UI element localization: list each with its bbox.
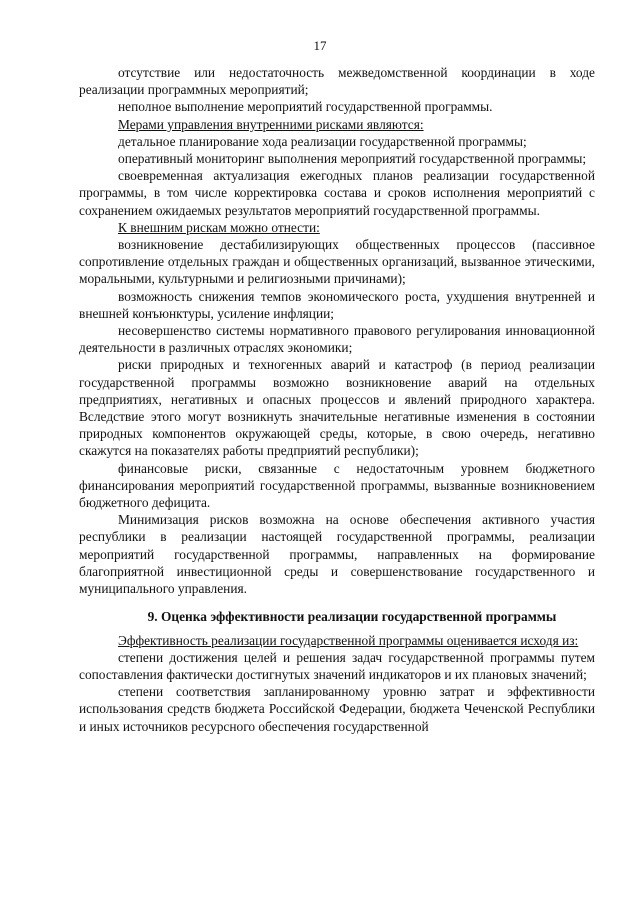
paragraph-external-risks-label: К внешним рискам можно отнести: <box>118 219 320 235</box>
paragraph-efficiency-intro: Эффективность реализации государственной программы оценивается исходя из: <box>118 632 579 648</box>
paragraph: отсутствие или недостаточность межведомственной координации в ходе реализации программных мероприятий; <box>79 65 595 98</box>
page-number: 17 <box>313 38 327 53</box>
paragraph: несовершенство системы нормативного правового регулирования инновационной деятельности в различных отраслях экономики; <box>79 323 595 356</box>
paragraph: финансовые риски, связанные с недостаточным уровнем бюджетного финансирования мероприятий государственной программы, вызванные возникновением бюджетного дефицита. <box>79 460 595 511</box>
paragraph: степени соответствия запланированному уровню затрат и эффективности использования средств бюджета Российской Федерации, бюджета Чеченской Республики и иных источников ресурсного обеспечения государственной <box>79 684 595 734</box>
paragraph: Минимизация рисков возможна на основе обеспечения активного участия республики в реализации настоящей государственной программы, реализации мероприятий государственной программы, направленных на формирование благоприятной инвестиционной среды и совершенствование государственного и муниципального управления. <box>79 512 595 597</box>
paragraph: своевременная актуализация ежегодных планов реализации государственной программы, в том числе корректировка состава и сроков исполнения мероприятий с сохранением ожидаемых результатов мероприятий государственной программы. <box>79 168 595 218</box>
paragraph: риски природных и техногенных аварий и катастроф (в период реализации государственной программы возможно возникновение аварий на отдельных предприятиях, негативных и опасных процессов и явлений природного характера. Вследствие этого могут возникнуть значительные негативные изменения в состоянии природных компонентов окружающей среды, которые, в свою очередь, негативно скажутся на показателях работы предприятий республики); <box>79 357 595 459</box>
paragraph: неполное выполнение мероприятий государственной программы. <box>118 99 493 115</box>
section-heading: 9. Оценка эффективности реализации государственной программы <box>147 609 557 625</box>
paragraph: детальное планирование хода реализации государственной программы; <box>118 133 527 149</box>
paragraph: оперативный мониторинг выполнения мероприятий государственной программы; <box>118 151 587 167</box>
document-body <box>79 64 595 735</box>
paragraph: возможность снижения темпов экономического роста, ухудшения внутренней и внешней конъюнктуры, усиление инфляции; <box>79 288 595 321</box>
paragraph: степени достижения целей и решения задач государственной программы путем сопоставления фактически достигнутых значений индикаторов и их плановых значений; <box>79 649 595 682</box>
paragraph-internal-risk-measures-label: Мерами управления внутренними рисками являются: <box>118 116 424 132</box>
paragraph: возникновение дестабилизирующих общественных процессов (пассивное сопротивление отдельных граждан и общественных организаций, вызванное этическими, моральными, культурными и религиозными причинами); <box>79 237 595 287</box>
